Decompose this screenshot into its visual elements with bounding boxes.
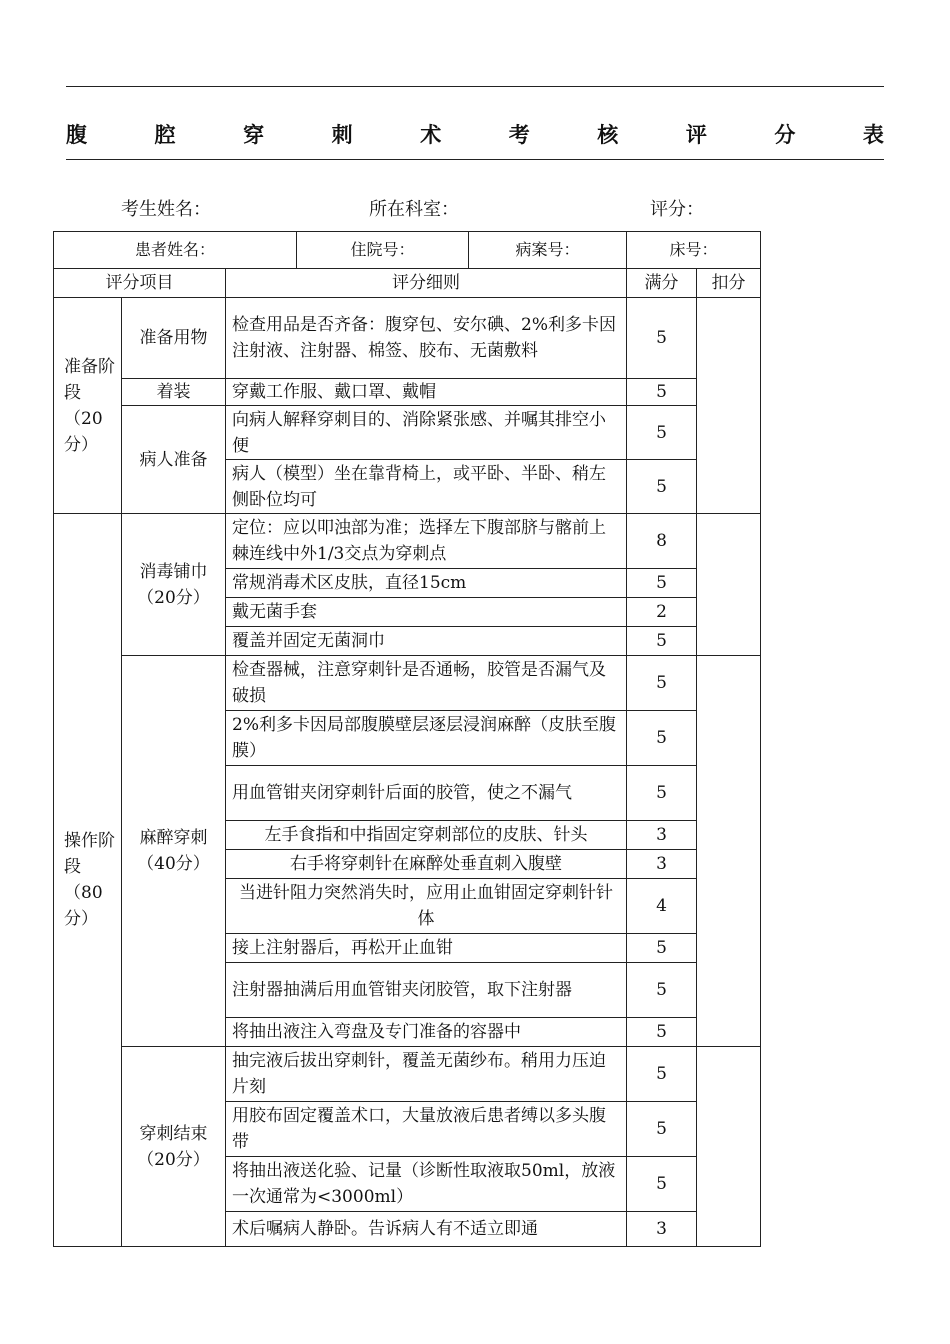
scoring-table xyxy=(53,231,761,1247)
criteria-text: 覆盖并固定无菌洞巾 xyxy=(226,627,627,656)
bed-number-label: 床号： xyxy=(627,232,761,269)
full-score-value: 5 xyxy=(627,1047,697,1102)
full-score-value: 5 xyxy=(627,406,697,460)
full-score-value: 5 xyxy=(627,711,697,766)
department-label: 所在科室： xyxy=(369,199,459,220)
sub-item-label: 麻醉穿刺（40分） xyxy=(122,656,226,1047)
criteria-text: 左手食指和中指固定穿刺部位的皮肤、针头 xyxy=(226,821,627,850)
title-char: 腔 xyxy=(154,122,176,147)
criteria-text: 抽完液后拔出穿刺针，覆盖无菌纱布。稍用力压迫片刻 xyxy=(226,1047,627,1102)
table-row xyxy=(54,656,761,711)
full-score-value: 3 xyxy=(627,821,697,850)
full-score-value: 5 xyxy=(627,766,697,821)
title-char: 核 xyxy=(597,122,619,147)
full-score-value: 8 xyxy=(627,514,697,569)
sub-item-label: 穿刺结束（20分） xyxy=(122,1047,226,1247)
criteria-text: 将抽出液送化验、记量（诊断性取液取50ml，放液一次通常为<3000ml） xyxy=(226,1157,627,1212)
full-score-value: 5 xyxy=(627,963,697,1018)
criteria-text: 定位：应以叩浊部为准；选择左下腹部脐与髂前上棘连线中外1/3交点为穿刺点 xyxy=(226,514,627,569)
header-deduct: 扣分 xyxy=(697,269,761,298)
full-score-value: 5 xyxy=(627,460,697,514)
admission-number-label: 住院号： xyxy=(297,232,469,269)
criteria-text: 术后嘱病人静卧。告诉病人有不适立即通 xyxy=(226,1212,627,1247)
sub-item-label: 消毒铺巾（20分） xyxy=(122,514,226,656)
criteria-text: 病人（模型）坐在靠背椅上，或平卧、半卧、稍左侧卧位均可 xyxy=(226,460,627,514)
full-score-value: 5 xyxy=(627,1157,697,1212)
full-score-value: 3 xyxy=(627,1212,697,1247)
title-char: 刺 xyxy=(331,122,353,147)
stage-label: 操作阶段（80分） xyxy=(54,514,122,1247)
criteria-text: 常规消毒术区皮肤，直径15cm xyxy=(226,569,627,598)
full-score-value: 5 xyxy=(627,656,697,711)
sub-item-label: 准备用物 xyxy=(122,298,226,379)
deduct-cell xyxy=(697,514,761,656)
title-char: 术 xyxy=(420,122,442,147)
deduct-cell xyxy=(697,298,761,514)
full-score-value: 4 xyxy=(627,879,697,934)
criteria-text: 将抽出液注入弯盘及专门准备的容器中 xyxy=(226,1018,627,1047)
patient-info-row xyxy=(54,232,761,269)
title-char: 腹 xyxy=(66,122,87,147)
title-underline xyxy=(66,159,884,160)
full-score-value: 5 xyxy=(627,934,697,963)
title-char: 考 xyxy=(508,122,530,147)
deduct-cell xyxy=(697,1047,761,1247)
full-score-value: 5 xyxy=(627,569,697,598)
patient-name-label: 患者姓名： xyxy=(54,232,297,269)
criteria-text: 戴无菌手套 xyxy=(226,598,627,627)
criteria-text: 当进针阻力突然消失时，应用止血钳固定穿刺针针体 xyxy=(226,879,627,934)
full-score-value: 5 xyxy=(627,298,697,379)
header-detail: 评分细则 xyxy=(226,269,627,298)
full-score-value: 5 xyxy=(627,1102,697,1157)
criteria-text: 检查器械，注意穿刺针是否通畅，胶管是否漏气及破损 xyxy=(226,656,627,711)
criteria-text: 右手将穿刺针在麻醉处垂直刺入腹壁 xyxy=(226,850,627,879)
title-char: 评 xyxy=(685,122,707,147)
sub-item-label: 病人准备 xyxy=(122,406,226,514)
candidate-name-label: 考生姓名： xyxy=(121,199,211,220)
top-rule xyxy=(66,86,884,87)
criteria-text: 注射器抽满后用血管钳夹闭胶管，取下注射器 xyxy=(226,963,627,1018)
criteria-text: 向病人解释穿刺目的、消除紧张感、并嘱其排空小便 xyxy=(226,406,627,460)
table-row xyxy=(54,514,761,569)
full-score-value: 5 xyxy=(627,1018,697,1047)
title-char: 表 xyxy=(862,122,884,147)
title-char: 分 xyxy=(774,122,796,147)
criteria-text: 用胶布固定覆盖术口，大量放液后患者缚以多头腹带 xyxy=(226,1102,627,1157)
page-title xyxy=(66,118,884,150)
sub-item-label: 着装 xyxy=(122,379,226,406)
table-row xyxy=(54,379,761,406)
full-score-value: 5 xyxy=(627,627,697,656)
full-score-value: 5 xyxy=(627,379,697,406)
table-row xyxy=(54,298,761,379)
criteria-text: 接上注射器后，再松开止血钳 xyxy=(226,934,627,963)
deduct-cell xyxy=(697,656,761,1047)
criteria-text: 用血管钳夹闭穿刺针后面的胶管，使之不漏气 xyxy=(226,766,627,821)
header-full-score: 满分 xyxy=(627,269,697,298)
table-row xyxy=(54,406,761,460)
title-char: 穿 xyxy=(243,122,265,147)
full-score-value: 3 xyxy=(627,850,697,879)
table-row xyxy=(54,1047,761,1102)
score-label: 评分： xyxy=(650,199,704,220)
header-item: 评分项目 xyxy=(54,269,226,298)
record-number-label: 病案号： xyxy=(469,232,627,269)
criteria-text: 穿戴工作服、戴口罩、戴帽 xyxy=(226,379,627,406)
criteria-text: 2%利多卡因局部腹膜壁层逐层浸润麻醉（皮肤至腹膜） xyxy=(226,711,627,766)
stage-label: 准备阶段（20分） xyxy=(54,298,122,514)
table-header-row xyxy=(54,269,761,298)
criteria-text: 检查用品是否齐备：腹穿包、安尔碘、2%利多卡因注射液、注射器、棉签、胶布、无菌敷料 xyxy=(226,298,627,379)
full-score-value: 2 xyxy=(627,598,697,627)
